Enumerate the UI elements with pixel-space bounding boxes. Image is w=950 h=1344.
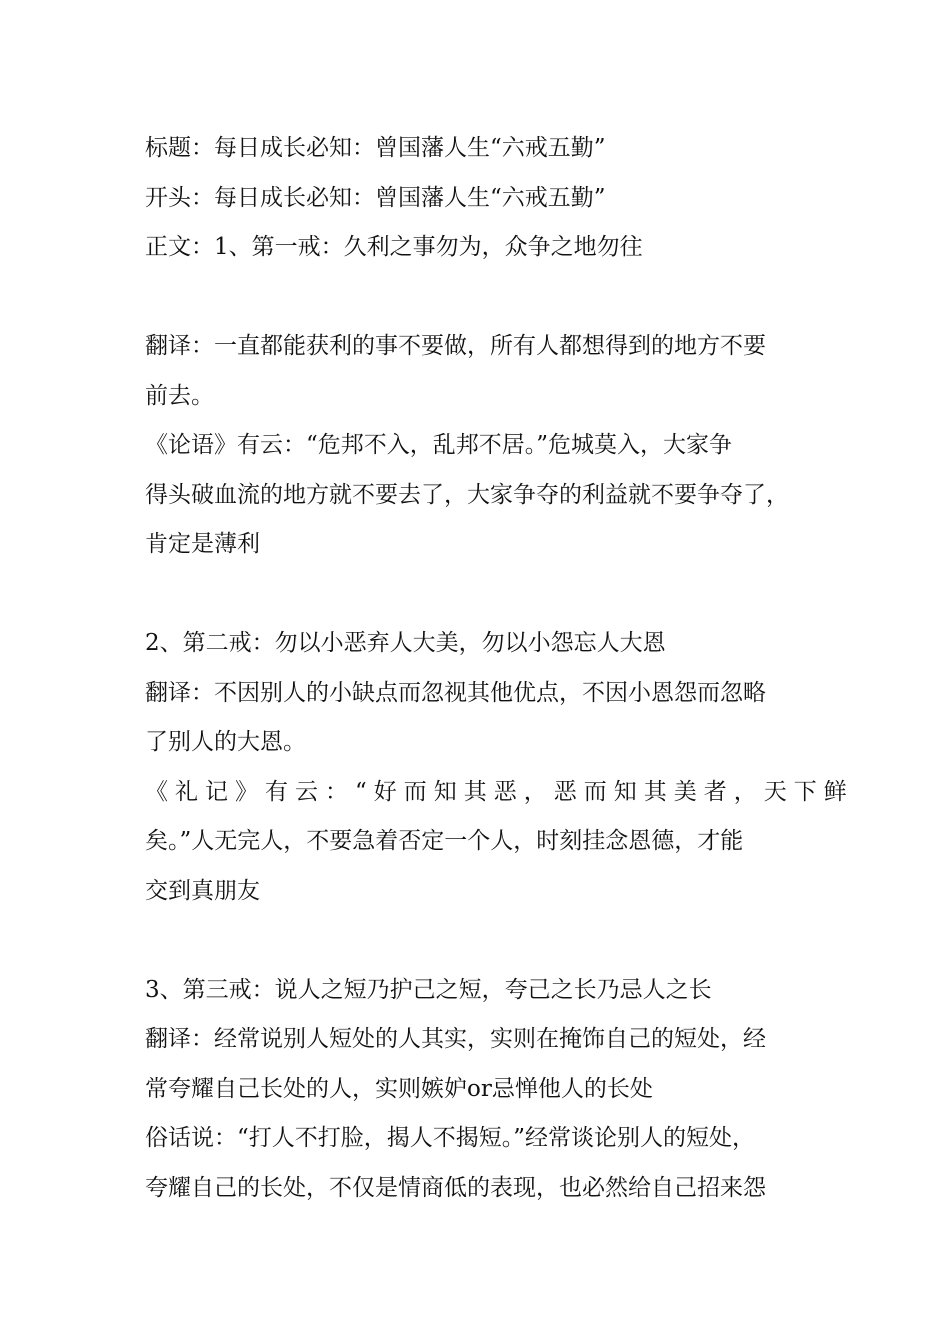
blank-line — [145, 916, 825, 966]
translation-line: 前去。 — [145, 382, 214, 409]
body-heading-rule-1: 正文：1、第一戒：久利之事勿为，众争之地勿往 — [145, 234, 643, 260]
quote-line: 矣。”人无完人，不要急着否定一个人，时刻挂念恩德，才能 — [145, 828, 744, 854]
opening-line: 开头：每日成长必知：曾国藩人生“六戒五勤” — [145, 184, 606, 211]
translation-line: 常夸耀自己长处的人，实则嫉妒or忌惮他人的长处 — [145, 1075, 653, 1102]
quote-line: 交到真朋友 — [145, 877, 260, 904]
title-line: 标题：每日成长必知：曾国藩人生“六戒五勤” — [145, 135, 606, 161]
translation-line: 翻译：经常说别人短处的人其实，实则在掩饰自己的短处，经 — [145, 1026, 766, 1052]
quote-line: 肯定是薄利 — [145, 531, 260, 557]
quote-line: 得头破血流的地方就不要去了，大家争夺的利益就不要争夺了， — [145, 481, 789, 508]
heading-rule-2: 2、第二戒：勿以小恶弃人大美，勿以小怨忘人大恩 — [145, 630, 666, 656]
document-body — [145, 124, 854, 1213]
heading-rule-3: 3、第三戒：说人之短乃护己之短，夸己之长乃忌人之长 — [145, 976, 712, 1003]
quote-line: 《礼记》有云：“好而知其恶，恶而知其美者，天下鲜 — [145, 778, 854, 805]
blank-line — [145, 273, 825, 323]
translation-line: 翻译：一直都能获利的事不要做，所有人都想得到的地方不要 — [145, 333, 766, 359]
blank-line — [145, 570, 825, 620]
quote-line: 《论语》有云：“危邦不入，乱邦不居。”危城莫入，大家争 — [145, 432, 733, 458]
translation-line: 翻译：不因别人的小缺点而忽视其他优点，不因小恩怨而忽略 — [145, 679, 766, 706]
translation-line: 了别人的大恩。 — [145, 729, 306, 755]
quote-line: 俗话说：“打人不打脸，揭人不揭短。”经常谈论别人的短处， — [145, 1125, 756, 1151]
quote-line: 夸耀自己的长处，不仅是情商低的表现，也必然给自己招来怨 — [145, 1174, 766, 1201]
